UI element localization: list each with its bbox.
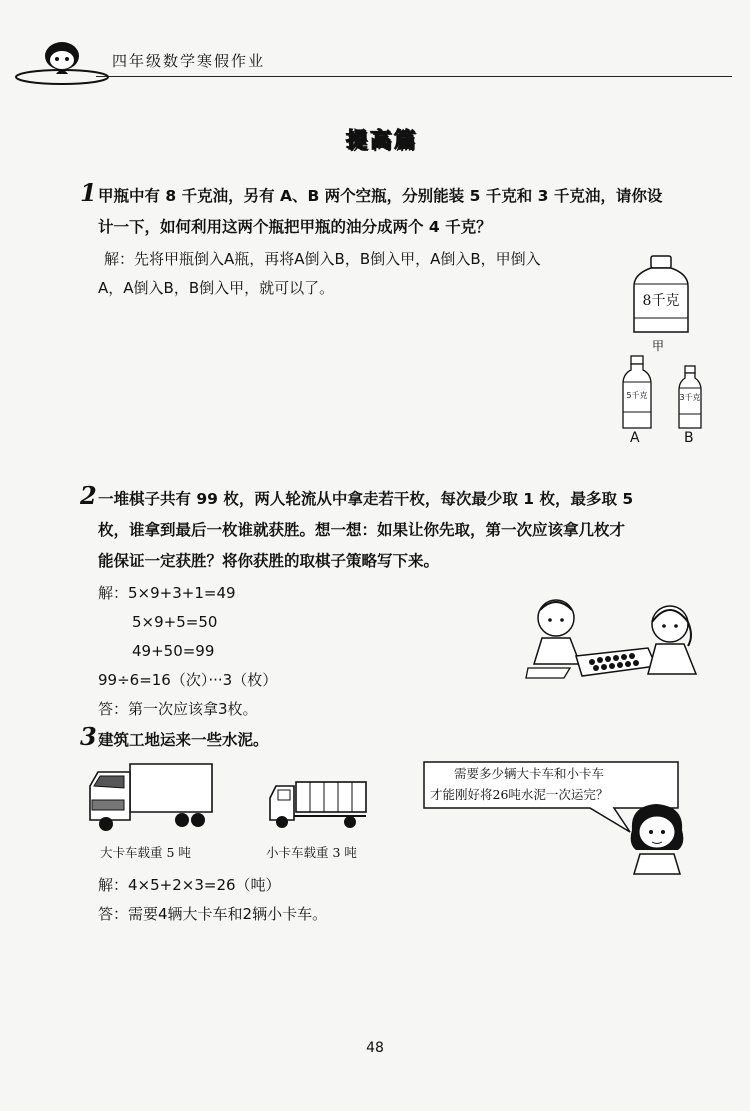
question-2-line-2: 枚，谁拿到最后一枚谁就获胜。想一想：如果让你先取，第一次应该拿几枚才	[98, 521, 626, 539]
question-1-line-1: 甲瓶中有 8 千克油，另有 A、B 两个空瓶，分别能装 5 千克和 3 千克油，请你设	[98, 187, 663, 205]
question-2-line-1: 一堆棋子共有 99 枚，两人轮流从中拿走若干枚，每次最少取 1 枚，最多取 5	[98, 490, 634, 508]
question-3-work: 解：4×5+2×3=26（吨）	[98, 876, 281, 894]
speech-line-1: 需要多少辆大卡车和小卡车	[454, 766, 605, 781]
children-playing-chess-icon	[520, 592, 712, 684]
header-mascot-icon	[14, 36, 110, 86]
question-2-work-1: 解：5×9+3+1=49	[98, 584, 236, 602]
question-1-number: 1	[80, 178, 97, 207]
question-3-line-1: 建筑工地运来一些水泥。	[98, 731, 269, 749]
question-2-number: 2	[80, 481, 97, 510]
big-truck-caption: 大卡车载重 5 吨	[100, 845, 191, 860]
question-1-line-2: 计一下，如何利用这两个瓶把甲瓶的油分成两个 4 千克？	[98, 218, 492, 236]
question-3-answer: 答：需要4辆大卡车和2辆小卡车。	[98, 905, 328, 923]
question-2-work-2: 5×9+5=50	[132, 613, 218, 631]
question-2-line-3: 能保证一定获胜？将你获胜的取棋子策略写下来。	[98, 552, 440, 570]
bottle-a-name: A	[630, 430, 640, 446]
bottle-jia-name: 甲	[652, 339, 665, 353]
page-number: 48	[366, 1040, 384, 1056]
header-rule	[96, 76, 732, 77]
bottle-b-label: 3千克	[679, 393, 701, 402]
small-truck-icon	[266, 778, 370, 830]
question-2-work-4: 99÷6=16（次）···3（枚）	[98, 671, 278, 689]
question-3-number: 3	[80, 722, 97, 751]
question-1-answer-line-1: 解：先将甲瓶倒入A瓶，再将A倒入B，B倒入甲，A倒入B，甲倒入	[104, 250, 541, 268]
question-2-work-3: 49+50=99	[132, 642, 215, 660]
big-truck-icon	[86, 760, 216, 832]
girl-thinking-icon	[622, 800, 692, 876]
small-truck-caption: 小卡车载重 3 吨	[266, 845, 357, 860]
question-1-answer-line-2: A，A倒入B，B倒入甲，就可以了。	[98, 279, 335, 297]
question-2-answer: 答：第一次应该拿3枚。	[98, 700, 258, 718]
bottle-a-label: 5千克	[626, 391, 648, 400]
bottle-b-name: B	[684, 430, 694, 446]
section-title: 提高篇	[346, 128, 418, 152]
bottle-jia-label: 8千克	[642, 293, 680, 309]
speech-line-2: 才能刚好将26吨水泥一次运完？	[430, 787, 609, 802]
header-title: 四年级数学寒假作业	[112, 52, 266, 70]
